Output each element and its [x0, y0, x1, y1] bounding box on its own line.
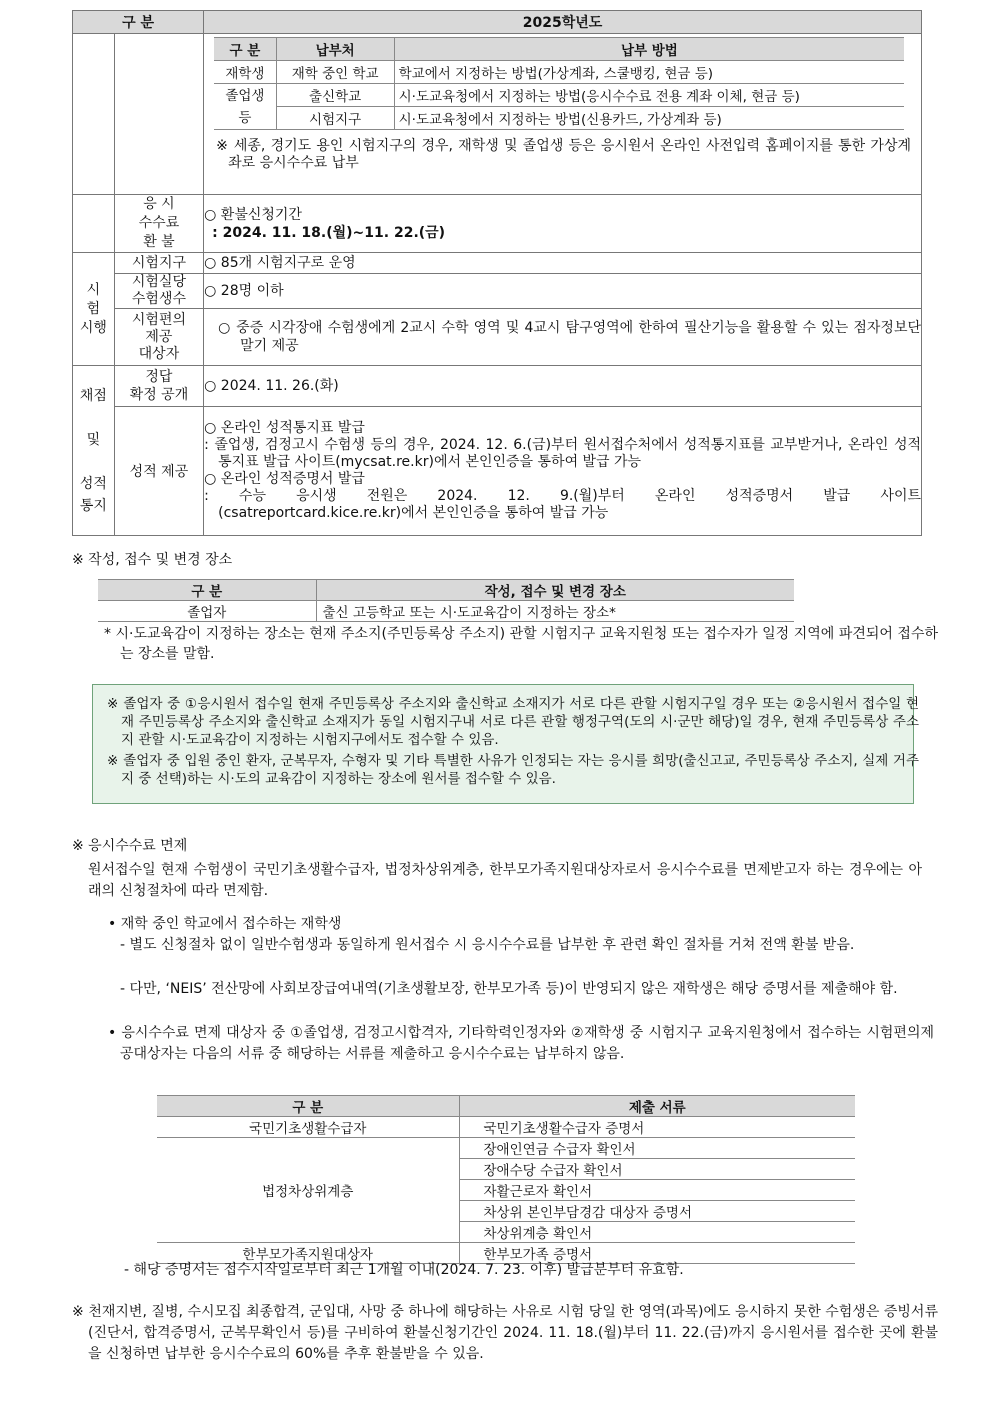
header-year: 2025학년도 [204, 11, 922, 34]
documents-near-poverty-doc-4: 차상위 본인부담경감 대상자 증명서 [459, 1201, 855, 1222]
header-category: 구 분 [73, 11, 204, 34]
fee-label-cell [114, 34, 203, 195]
exam-convenience-value: ○ 중증 시각장애 수험생에게 2교시 수학 영역 및 4교시 탐구영역에 한하여 필산기능을 활용할 수 있는 점자정보단말기 제공 [204, 309, 922, 366]
fee-section-cell [73, 34, 115, 195]
fee-header-place: 납부처 [276, 38, 394, 61]
fee-header-method: 납부 방법 [394, 38, 904, 61]
fee-row-student-method: 학교에서 지정하는 방법(가상계좌, 스쿨뱅킹, 현금 등) [394, 61, 904, 84]
fee-row-student-type: 재학생 [214, 61, 276, 84]
score-answer-label: 정답 확정 공개 [114, 366, 203, 407]
fee-row-student-place: 재학 중인 학교 [276, 61, 394, 84]
place-footnote: * 시·도교육감이 지정하는 장소는 현재 주소지(주민등록상 주소지) 관할 시험지구 교육지원청 또는 접수자가 일정 지역에 파견되어 접수하는 장소를 말함. [104, 626, 938, 662]
documents-validity-note: - 해당 증명서는 접수시작일로부터 최근 1개월 이내(2024. 7. 23. 이후) 발급분부터 유효함. [124, 1262, 684, 1278]
fee-row-district-method: 시·도교육청에서 지정하는 방법(신용카드, 가상계좌 등) [394, 107, 904, 130]
refund-label: 응 시 수수료 환 불 [114, 195, 203, 253]
exemption-intro: 원서접수일 현재 수험생이 국민기초생활수급자, 법정차상위계층, 한부모가족지원대상자로서 응시수수료를 면제받고자 하는 경우에는 아래의 신청절차에 따라 면제함. [88, 862, 922, 899]
refund-content [204, 195, 922, 253]
exemption-title: ※ 응시수수료 면제 [72, 838, 188, 854]
exemption-bullet-1: • 재학 중인 학교에서 접수하는 재학생 [108, 916, 342, 932]
fee-payment-table [214, 37, 904, 130]
score-answer-value: ○ 2024. 11. 26.(화) [204, 366, 922, 407]
main-info-table [72, 10, 922, 536]
score-section-label: 채점 및 성적 통지 [73, 366, 115, 536]
refund-period-date: : 2024. 11. 18.(월)~11. 22.(금) [212, 224, 446, 241]
documents-group-near-poverty: 법정차상위계층 [157, 1138, 459, 1243]
documents-group-single-parent: 한부모가족지원대상자 [157, 1243, 459, 1264]
refund-final-note: ※ 천재지변, 질병, 수시모집 최종합격, 군입대, 사망 중 하나에 해당하는 사유로 시험 당일 한 영역(과목)에도 응시하지 못한 수험생은 증빙서류(진단서, 합격증명서, 군복무확인서 등)를 구비하여 환불신청기간인 2024. 11. 18.(월)부터 11. 22.(금)까지 응시원서를 접수한 곳에 환불을 신청하면 납부한 응시수수료의 60%를 추후 환불받을 수 있음. [72, 1304, 938, 1362]
score-provide-item1-detail: : 졸업생, 검정고시 수험생 등의 경우, 2024. 12. 6.(금)부터 원서접수처에서 성적통지표를 교부받거나, 온라인 성적통지표 발급 사이트(mycsat.re.kr)에서 본인인증을 통하여 발급 가능 [204, 437, 921, 470]
documents-near-poverty-doc-3: 자활근로자 확인서 [459, 1180, 855, 1201]
exemption-bullet-1-detail-2: - 다만, ‘NEIS’ 전산망에 사회보장급여내역(기초생활보장, 한부모가족 등)이 반영되지 않은 재학생은 해당 증명서를 제출해야 함. [120, 981, 898, 997]
documents-group-basic: 국민기초생활수급자 [157, 1117, 459, 1138]
exemption-bullet-2: • 응시수수료 면제 대상자 중 ①졸업생, 검정고시합격자, 기타학력인정자와 ②재학생 중 시험지구 교육지원청에서 접수하는 시험편의제공대상자는 다음의 서류 중 해당하는 서류를 제출하고 응시수수료는 납부하지 않음. [108, 1025, 934, 1062]
fee-header-type: 구 분 [214, 38, 276, 61]
fee-row-district-place: 시험지구 [276, 107, 394, 130]
documents-near-poverty-doc-5: 차상위계층 확인서 [459, 1222, 855, 1243]
exam-district-value: ○ 85개 시험지구로 운영 [204, 253, 922, 274]
place-title: ※ 작성, 접수 및 변경 장소 [72, 552, 233, 568]
refund-section-cell [73, 195, 115, 253]
score-provide-item2: ○ 온라인 성적증명서 발급 [204, 471, 365, 487]
exam-district-label: 시험지구 [114, 253, 203, 274]
refund-period-title: ○ 환불신청기간 [204, 206, 302, 223]
place-row-type: 졸업자 [98, 601, 316, 622]
documents-single-parent-doc: 한부모가족 증명서 [459, 1243, 855, 1264]
score-provide-label: 성적 제공 [114, 407, 203, 536]
score-provide-item2-detail: : 수능 응시생 전원은 2024. 12. 9.(월)부터 온라인 성적증명서 발급 사이트 [204, 488, 921, 504]
fee-content-cell [204, 34, 922, 195]
fee-note: ※ 세종, 경기도 용인 시험지구의 경우, 재학생 및 졸업생 등은 응시원서 온라인 사전입력 홈페이지를 통한 가상계좌로 응시수수료 납부 [216, 138, 911, 171]
graduate-note-box [92, 684, 919, 804]
score-provide-item2-site: (csatreportcard.kice.re.kr)에서 본인인증을 통하여 발급 가능 [218, 505, 609, 521]
score-provide-content [204, 407, 922, 536]
place-header-type: 구 분 [98, 580, 316, 601]
exam-convenience-label: 시험편의 제공 대상자 [114, 309, 203, 366]
documents-basic-doc: 국민기초생활수급자 증명서 [459, 1117, 855, 1138]
documents-near-poverty-doc-1: 장애인연금 수급자 확인서 [459, 1138, 855, 1159]
exemption-bullet-1-detail-1: - 별도 신청절차 없이 일반수험생과 동일하게 원서접수 시 응시수수료를 납부한 후 관련 확인 절차를 거쳐 전액 환불 받음. [120, 937, 855, 953]
score-provide-item1: ○ 온라인 성적통지표 발급 [204, 420, 365, 436]
fee-row-graduate-type: 졸업생 등 [214, 84, 276, 130]
exam-section-label: 시 험 시행 [73, 253, 115, 366]
documents-header-docs: 제출 서류 [459, 1096, 855, 1117]
graduate-note-1: ※ 졸업자 중 ①응시원서 접수일 현재 주민등록상 주소지와 출신학교 소재지가 서로 다른 관할 시험지구일 경우 또는 ②응시원서 접수일 현재 주민등록상 주소지와 출신학교 소재지가 동일 시험지구내 서로 다른 관할 행정구역(도의 시·군만 해당)일 경우, 현재 주민등록상 주소지 관할 시·도교육감이 지정하는 시험지구에서도 접수할 수 있음. [107, 696, 919, 748]
documents-header-type: 구 분 [157, 1096, 459, 1117]
graduate-note-2: ※ 졸업자 중 입원 중인 환자, 군복무자, 수형자 및 기타 특별한 사유가 인정되는 자는 응시를 희망(출신고교, 주민등록상 주소지, 실제 거주지 중 선택)하는 시·도의 교육감이 지정하는 장소에 원서를 접수할 수 있음. [107, 753, 919, 787]
exam-room-label: 시험실당 수험생수 [114, 274, 203, 309]
fee-row-graduate-method: 시·도교육청에서 지정하는 방법(응시수수료 전용 계좌 이체, 현금 등) [394, 84, 904, 107]
place-row-place: 출신 고등학교 또는 시·도교육감이 지정하는 장소* [316, 601, 794, 622]
place-table [98, 579, 794, 622]
place-header-place: 작성, 접수 및 변경 장소 [316, 580, 794, 601]
fee-row-graduate-place: 출신학교 [276, 84, 394, 107]
exam-room-value: ○ 28명 이하 [204, 274, 922, 309]
documents-table [157, 1095, 855, 1264]
documents-near-poverty-doc-2: 장애수당 수급자 확인서 [459, 1159, 855, 1180]
